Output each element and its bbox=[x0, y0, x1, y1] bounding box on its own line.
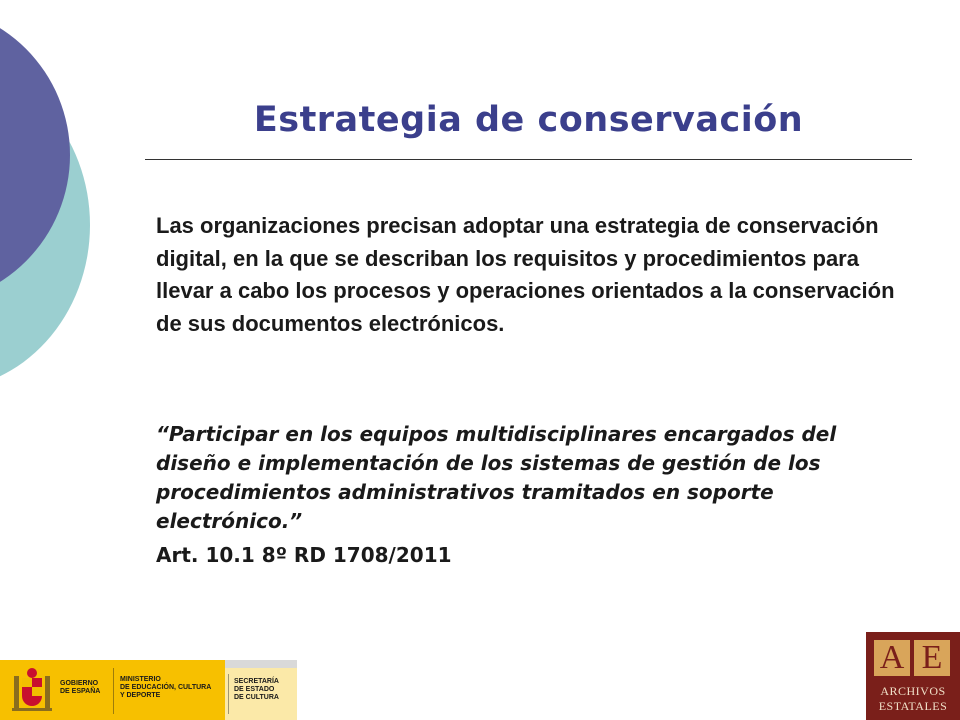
title-divider bbox=[145, 159, 912, 160]
coat-of-arms-icon bbox=[8, 666, 56, 716]
body-paragraph: Las organizaciones precisan adoptar una estrategia de conservación digital, en la que se describan los requisitos y procedimientos para llevar a cabo los procesos y operaciones orientados a la conservación de sus documentos electrónicos. bbox=[156, 213, 895, 336]
gov-label-secretaria: SECRETARÍA DE ESTADO DE CULTURA bbox=[234, 678, 279, 701]
ae-letter-e: E bbox=[914, 640, 950, 676]
slide-title: Estrategia de conservación bbox=[253, 100, 804, 140]
gov-divider bbox=[228, 674, 229, 714]
gov-label-ministerio: MINISTERIO DE EDUCACIÓN, CULTURA Y DEPORTE bbox=[120, 676, 212, 699]
ae-letter-a: A bbox=[874, 640, 910, 676]
gov-logo-accent-bar bbox=[225, 660, 297, 668]
ae-monogram bbox=[874, 640, 950, 676]
citation: Art. 10.1 8º RD 1708/2011 bbox=[156, 543, 452, 567]
gov-divider bbox=[113, 668, 114, 714]
ae-logo-name: ARCHIVOS ESTATALES bbox=[878, 684, 948, 713]
quote-paragraph: “Participar en los equipos multidisciplinares encargados del diseño e implementación de los sistemas de gestión de los procedimientos administrativos tramitados en soporte electrónico.” bbox=[156, 422, 837, 533]
archivos-estatales-logo bbox=[866, 632, 960, 720]
gov-label-gobierno: GOBIERNO DE ESPAÑA bbox=[60, 680, 101, 695]
